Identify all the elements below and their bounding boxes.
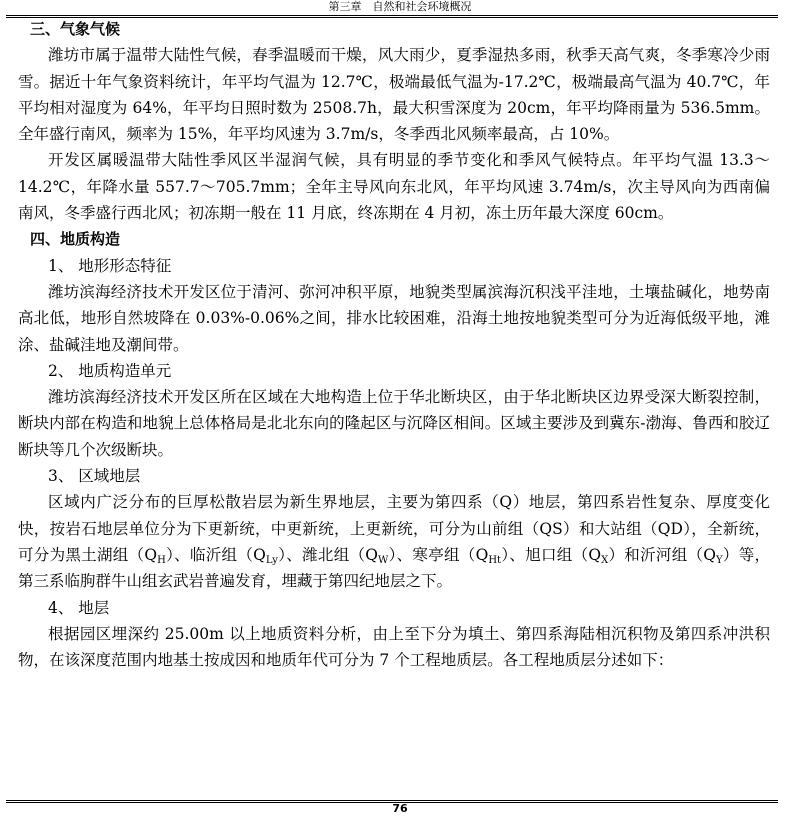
strata-text: ）、旭口组（Q xyxy=(501,545,602,564)
page-number: 76 xyxy=(392,802,408,815)
subscript: Ly xyxy=(265,554,278,566)
subsection-title-terrain: 1、 地形形态特征 xyxy=(48,256,172,275)
section-heading-geology: 四、地质构造 xyxy=(30,230,121,249)
strata-text: ）等，第三系临朐群牛山组玄武岩普遍发育，埋藏于第四纪地层之下。 xyxy=(18,545,770,591)
strata-text: ）、临沂组（Q xyxy=(165,545,266,564)
strata-paragraph xyxy=(18,489,770,594)
tectonic-paragraph: 潍坊滨海经济技术开发区所在区域在大地构造上位于华北断块区，由于华北断块区边界受深大断裂控制，断块内部在构造和地貌上总体格局是北北东向的隆起区与沉降区相间。区域主要涉及到冀东-渤海、鲁西和胶辽断块等几个次级断块。 xyxy=(18,388,770,459)
subsection-title-tectonic: 2、 地质构造单元 xyxy=(48,361,172,380)
section-heading-climate: 三、气象气候 xyxy=(30,20,121,38)
subscript: H xyxy=(157,554,166,566)
page-header: 第三章 自然和社会环境概况 xyxy=(328,0,472,13)
strata-text: 区域内广泛分布的巨厚松散岩层为新生界地层，主要为第四系（Q）地层，第四系岩性复杂、厚度变化快，按岩石地层单位分为下更新统，中更新统，上更新统，可分为山前组（QS）和大站组（QD），全新统，可分为黑土湖组（Q xyxy=(18,493,770,564)
layers-paragraph: 根据园区埋深约 25.00m 以上地质资料分析，由上至下分为填土、第四系海陆相沉积物及第四系冲洪积物，在该深度范围内地基土按成因和地质年代可分为 7 个工程地质层。各工程地质层分述如下： xyxy=(18,624,770,670)
terrain-paragraph: 潍坊滨海经济技术开发区位于清河、弥河冲积平原，地貌类型属滨海沉积浅平洼地，土壤盐碱化，地势南高北低，地形自然坡降在 0.03%-0.06%之间，排水比较困难，沿海土地按地貌类型可分为近海低级平地，滩涂、盐碱洼地及潮间带。 xyxy=(18,282,770,354)
strata-text: ）、寒亭组（Q xyxy=(388,545,489,564)
page-body xyxy=(18,16,770,673)
subsection-title-strata: 3、 区域地层 xyxy=(48,467,141,486)
subscript: W xyxy=(378,554,389,566)
strata-text: ）、潍北组（Q xyxy=(277,545,378,564)
climate-paragraph-2: 开发区属暖温带大陆性季风区半湿润气候，具有明显的季节变化和季风气候特点。年平均气温 13.3～14.2℃，年降水量 557.7～705.7mm；全年主导风向东北风，年平均风速 3.74m/s，次主导风向为西南偏南风，冬季盛行西北风；初冻期一般在 11 月底，终冻期在 4 月初，冻土历年最大深度 60cm。 xyxy=(18,151,770,223)
climate-paragraph-1: 潍坊市属于温带大陆性气候，春季温暖而干燥，风大雨少，夏季湿热多雨，秋季天高气爽，冬季寒冷少雨雪。据近十年气象资料统计，年平均气温为 12.7℃，极端最低气温为-17.2℃，极端最高气温为 40.7℃，年平均相对湿度为 64%，年平均日照时数为 2508.7h，最大积雪深度为 20cm，年平均降雨量为 536.5mm。全年盛行南风，频率为 15%，年平均风速为 3.7m/s，冬季西北风频率最高，占 10%。 xyxy=(18,46,770,144)
strata-text: ）和沂河组（Q xyxy=(608,545,716,564)
footer-rule xyxy=(6,800,778,801)
subscript: Ht xyxy=(488,554,502,566)
subscript: Y xyxy=(716,554,723,566)
subscript: X xyxy=(601,554,609,566)
subsection-title-layers: 4、 地层 xyxy=(48,598,110,617)
